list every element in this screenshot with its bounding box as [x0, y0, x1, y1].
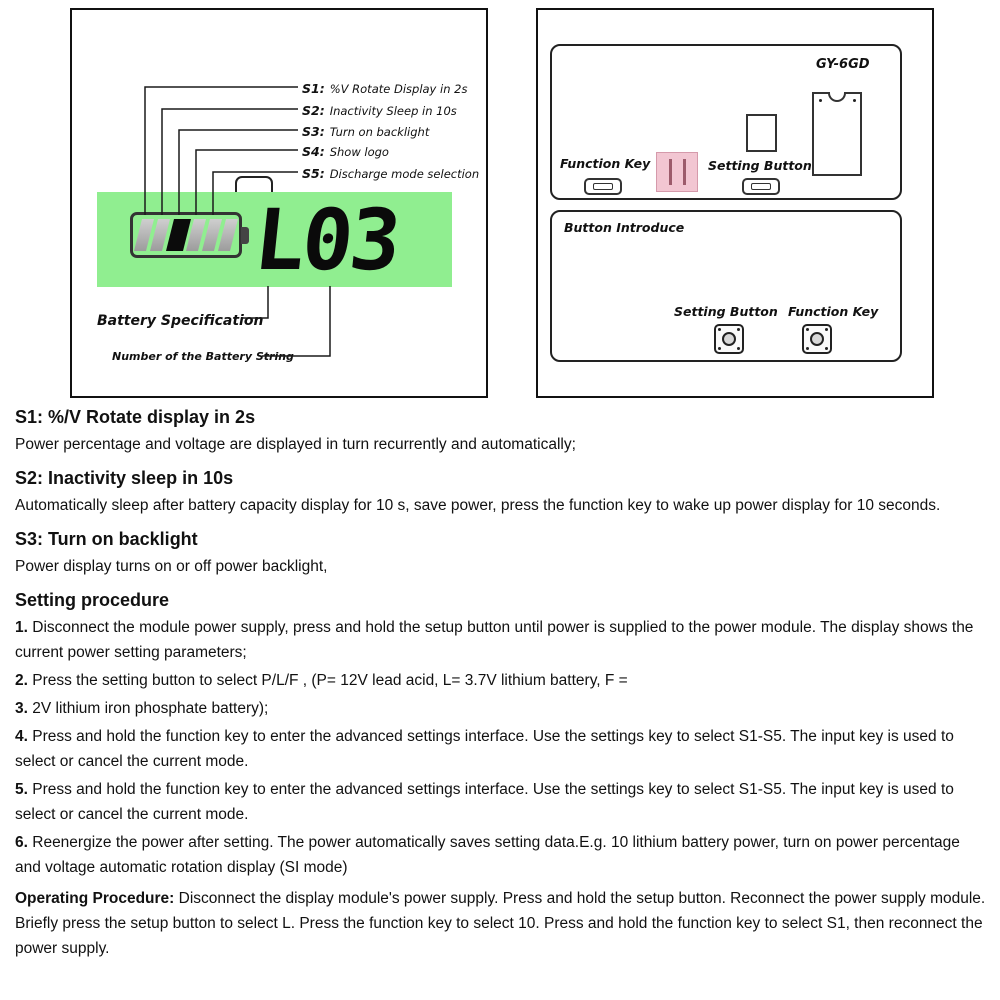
chip-notch [828, 92, 846, 102]
callout-s2-label: Inactivity Sleep in 10s [329, 104, 457, 118]
module-front-box [550, 44, 902, 200]
button-introduce-title: Button Introduce [564, 220, 685, 235]
step-text: Press the setting button to select P/L/F , (P= 12V lead acid, L= 3.7V lithium battery, F = [32, 672, 628, 689]
switch-cap [810, 332, 824, 346]
setting-button-connector-icon [742, 178, 780, 195]
step-text: Reenergize the power after setting. The power automatically saves setting data.E.g. 10 lithium battery power, turn on power percentage and voltage automatic rotation display (SI mode) [15, 834, 960, 876]
procedure-step-1 [15, 615, 987, 665]
callout-s1 [302, 81, 467, 96]
battery-string-label: Number of the Battery String [112, 350, 294, 363]
operating-procedure-text: Disconnect the display module's power supply. Press and hold the setup button. Reconnect the power supply module. Briefly press the setup button to select L. Press the function key to select 10. Press and hold the function key to select S1, then reconnect the power supply. [15, 890, 986, 957]
battery-icon [130, 212, 242, 258]
callout-s1-id: S1: [302, 81, 325, 96]
setting-button-switch-icon [714, 324, 744, 354]
step-text: 2V lithium iron phosphate battery); [32, 700, 269, 717]
callout-s5-id: S5: [302, 166, 325, 181]
step-number: 4. [15, 728, 28, 745]
step-number: 2. [15, 672, 28, 689]
operating-procedure [15, 886, 987, 961]
function-key-connector-icon [584, 178, 622, 195]
section-s1-heading: S1: %/V Rotate display in 2s [15, 407, 256, 427]
callout-s4-label: Show logo [329, 145, 389, 159]
section-s3-body: Power display turns on or off power backlight, [15, 558, 328, 575]
button-introduce-box [550, 210, 902, 362]
section-s2-heading: S2: Inactivity sleep in 10s [15, 468, 234, 488]
model-label: GY-6GD [816, 57, 870, 72]
setting-button-caption: Setting Button [674, 304, 778, 319]
lcd-display [97, 192, 452, 287]
battery-bar [218, 219, 238, 251]
callout-s2-id: S2: [302, 103, 325, 118]
module-diagram-panel [536, 8, 934, 398]
seven-segment-readout: L03 [249, 190, 403, 289]
callout-s5 [302, 166, 479, 181]
step-text: Press and hold the function key to enter the advanced settings interface. Use the settings key to select S1-S5. The input key is used to select or cancel the current mode. [15, 781, 954, 823]
callout-s1-label: %V Rotate Display in 2s [329, 82, 468, 96]
procedure-step-6 [15, 830, 987, 880]
setting-button-label: Setting Button [708, 158, 812, 173]
setting-procedure-heading: Setting procedure [15, 590, 170, 610]
component-rect-drawing [746, 114, 777, 152]
battery-bars [138, 219, 234, 251]
callout-s4 [302, 144, 389, 159]
step-number: 1. [15, 619, 28, 636]
section-s1-body: Power percentage and voltage are displayed in turn recurrently and automatically; [15, 436, 576, 453]
terminal-slots [669, 159, 672, 185]
procedure-step-5 [15, 777, 987, 827]
procedure-step-3 [15, 696, 987, 721]
step-text: Press and hold the function key to enter the advanced settings interface. Use the settings key to select S1-S5. The input key is used to select or cancel the current mode. [15, 728, 954, 770]
function-key-label: Function Key [560, 156, 651, 171]
connector-slot [593, 183, 613, 190]
ic-chip-drawing [812, 92, 862, 176]
procedure-step-4 [15, 724, 987, 774]
callout-s3 [302, 124, 429, 139]
terminal-block-drawing [656, 152, 698, 192]
callout-s3-id: S3: [302, 124, 325, 139]
display-diagram-panel [70, 8, 488, 398]
callout-s4-id: S4: [302, 144, 325, 159]
callout-s3-label: Turn on backlight [329, 125, 430, 139]
step-number: 5. [15, 781, 28, 798]
connector-slot [751, 183, 771, 190]
callout-s2 [302, 103, 457, 118]
section-s2-body: Automatically sleep after battery capacity display for 10 s, save power, press the function key to wake up power display for 10 seconds. [15, 497, 941, 514]
function-key-switch-icon [802, 324, 832, 354]
instruction-text [15, 406, 987, 964]
function-key-caption: Function Key [788, 304, 879, 319]
step-text: Disconnect the module power supply, press and hold the setup button until power is supplied to the power module. The display shows the current power setting parameters; [15, 619, 974, 661]
callout-s5-label: Discharge mode selection [329, 167, 480, 181]
switch-cap [722, 332, 736, 346]
step-number: 6. [15, 834, 28, 851]
battery-spec-label: Battery Specification [97, 313, 264, 329]
chip-pin-dots [819, 99, 822, 102]
section-s3-heading: S3: Turn on backlight [15, 529, 198, 549]
procedure-step-2 [15, 668, 987, 693]
step-number: 3. [15, 700, 28, 717]
battery-terminal-nub [241, 227, 249, 244]
operating-procedure-label: Operating Procedure: [15, 890, 175, 907]
